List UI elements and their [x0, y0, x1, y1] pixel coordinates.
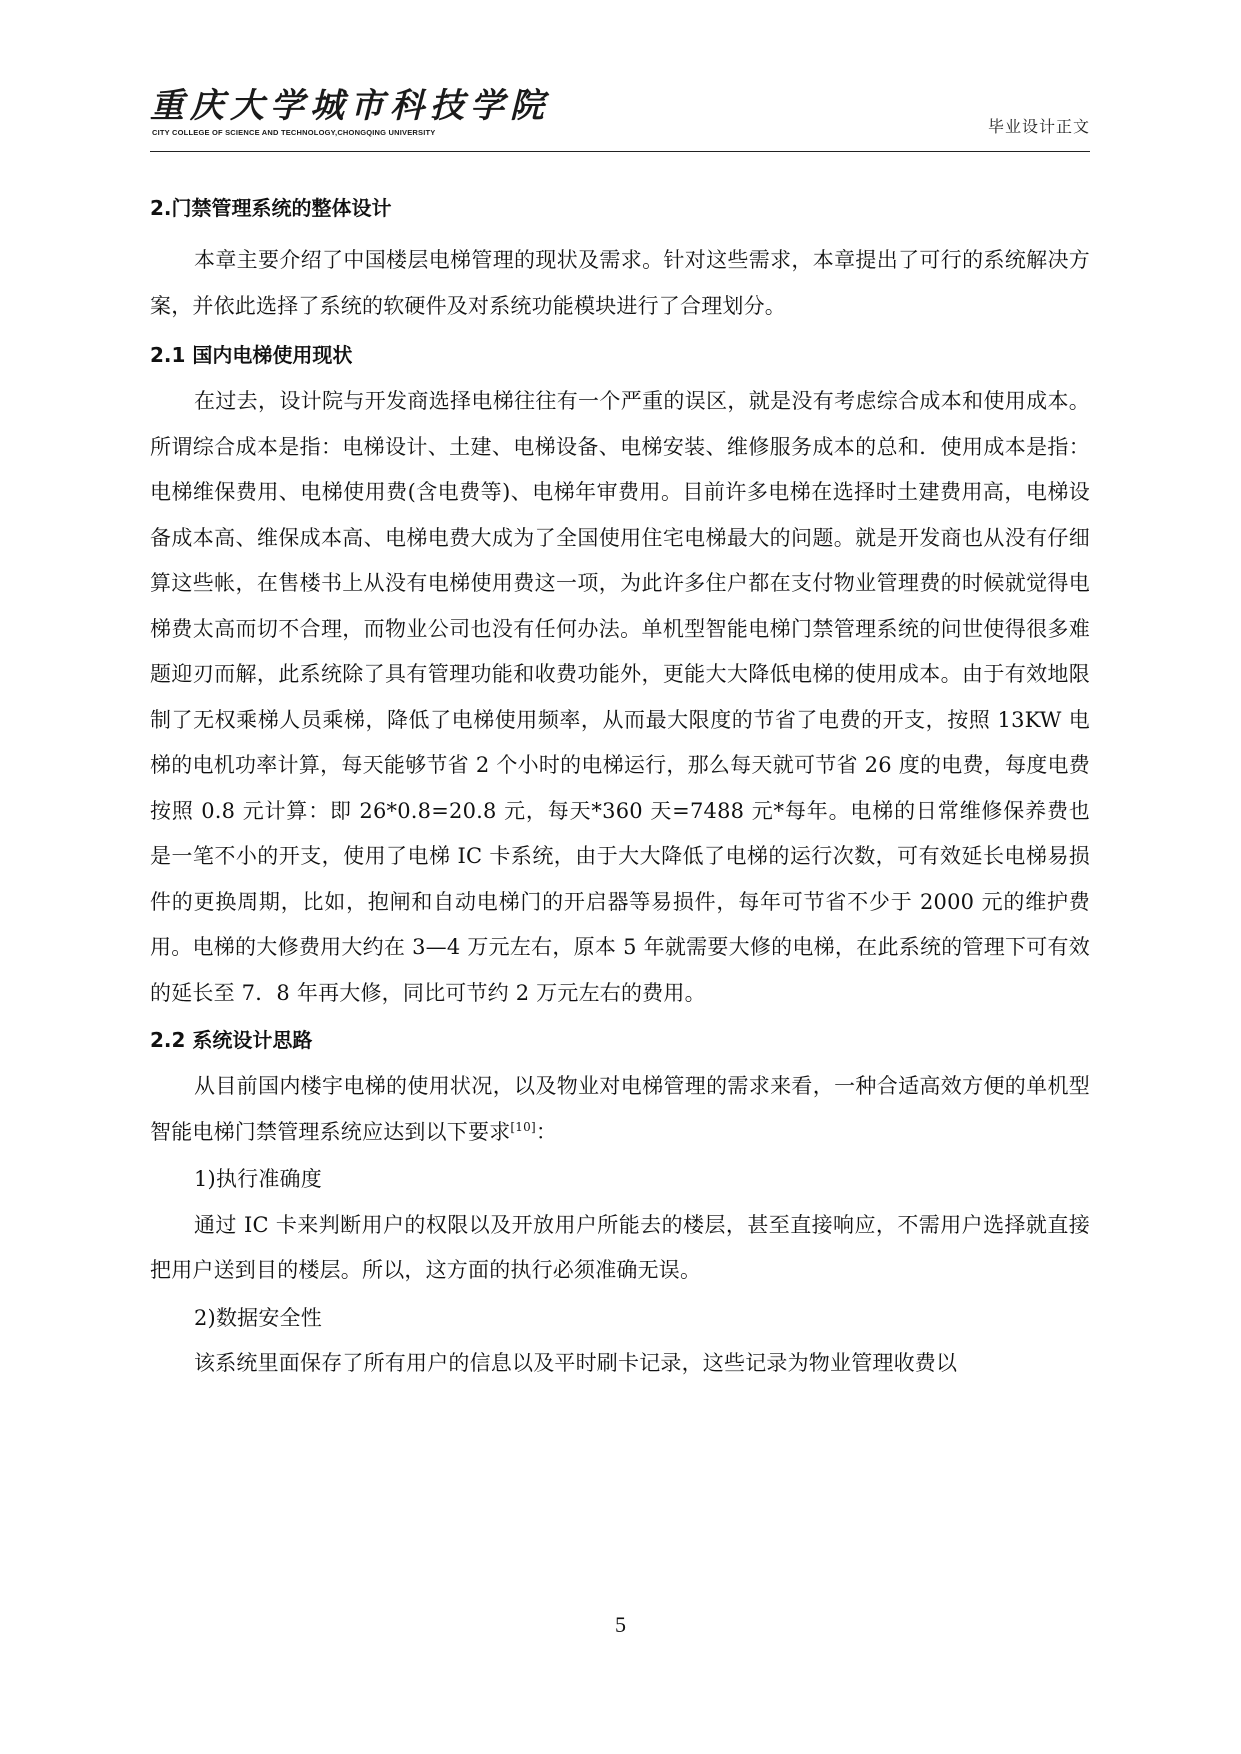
subsection-title-2-1: 2.1 国内电梯使用现状	[150, 343, 353, 367]
page-header	[150, 78, 1090, 154]
header-section-label: 毕业设计正文	[987, 117, 1090, 136]
requirement-1-body: 通过 IC 卡来判断用户的权限以及开放用户所能去的楼层，甚至直接响应，不需用户选择就直接把用户送到目的楼层。所以，这方面的执行必须准确无误。	[150, 1212, 1090, 1282]
page-number: 5	[615, 1612, 626, 1637]
chapter-intro-paragraph: 本章主要介绍了中国楼层电梯管理的现状及需求。针对这些需求，本章提出了可行的系统解决方案，并依此选择了系统的软硬件及对系统功能模块进行了合理划分。	[150, 248, 1090, 318]
subsection-2-2-intro-paragraph	[150, 1064, 1090, 1155]
intro-end-punctuation: ：	[535, 1119, 558, 1144]
requirement-1-title: 1)执行准确度	[194, 1167, 322, 1191]
header-divider	[150, 151, 1090, 152]
subsection-2-1-paragraph: 在过去，设计院与开发商选择电梯往往有一个严重的误区，就是没有考虑综合成本和使用成本。所谓综合成本是指：电梯设计、土建、电梯设备、电梯安装、维修服务成本的总和．使用成本是指：电梯维保费用、电梯使用费(含电费等)、电梯年审费用。目前许多电梯在选择时土建费用高，电梯设备成本高、维保成本高、电梯电费大成为了全国使用住宅电梯最大的问题。就是开发商也从没有仔细算这些帐，在售楼书上从没有电梯使用费这一项，为此许多住户都在支付物业管理费的时候就觉得电梯费太高而切不合理，而物业公司也没有任何办法。单机型智能电梯门禁管理系统的问世使得很多难题迎刃而解，此系统除了具有管理功能和收费功能外，更能大大降低电梯的使用成本。由于有效地限制了无权乘梯人员乘梯，降低了电梯使用频率，从而最大限度的节省了电费的开支，按照 13KW 电梯的电机功率计算，每天能够节省 2 个小时的电梯运行，那么每天就可节省 26 度的电费，每度电费按照 0.8 元计算：即 26*0.8=20.8 元，每天*360 天=7488 元*每年。电梯的日常维修保养费也是一笔不小的开支，使用了电梯 IC 卡系统，由于大大降低了电梯的运行次数，可有效延长电梯易损件的更换周期，比如，抱闸和自动电梯门的开启器等易损件，每年可节省不少于 2000 元的维护费用。电梯的大修费用大约在 3—4 万元左右，原本 5 年就需要大修的电梯，在此系统的管理下可有效的延长至 7．8 年再大修，同比可节约 2 万元左右的费用。	[150, 389, 1090, 1005]
university-logo	[150, 86, 565, 138]
logo-chinese-text: 重庆大学城市科技学院	[150, 86, 550, 126]
logo-english-text: CITY COLLEGE OF SCIENCE AND TECHNOLOGY,CHONGQING UNIVERSITY	[152, 128, 436, 137]
requirement-2-title: 2)数据安全性	[194, 1305, 322, 1330]
requirement-2-body: 该系统里面保存了所有用户的信息以及平时刷卡记录，这些记录为物业管理收费以	[194, 1351, 958, 1375]
subsection-title-2-2: 2.2 系统设计思路	[150, 1028, 313, 1052]
chapter-title: 2.门禁管理系统的整体设计	[150, 196, 392, 220]
intro-text: 从目前国内楼宇电梯的使用状况，以及物业对电梯管理的需求来看，一种合适高效方便的单机型智能电梯门禁管理系统应达到以下要求	[150, 1074, 1090, 1144]
document-body	[150, 180, 1090, 1387]
citation-reference: [10]	[510, 1119, 536, 1134]
